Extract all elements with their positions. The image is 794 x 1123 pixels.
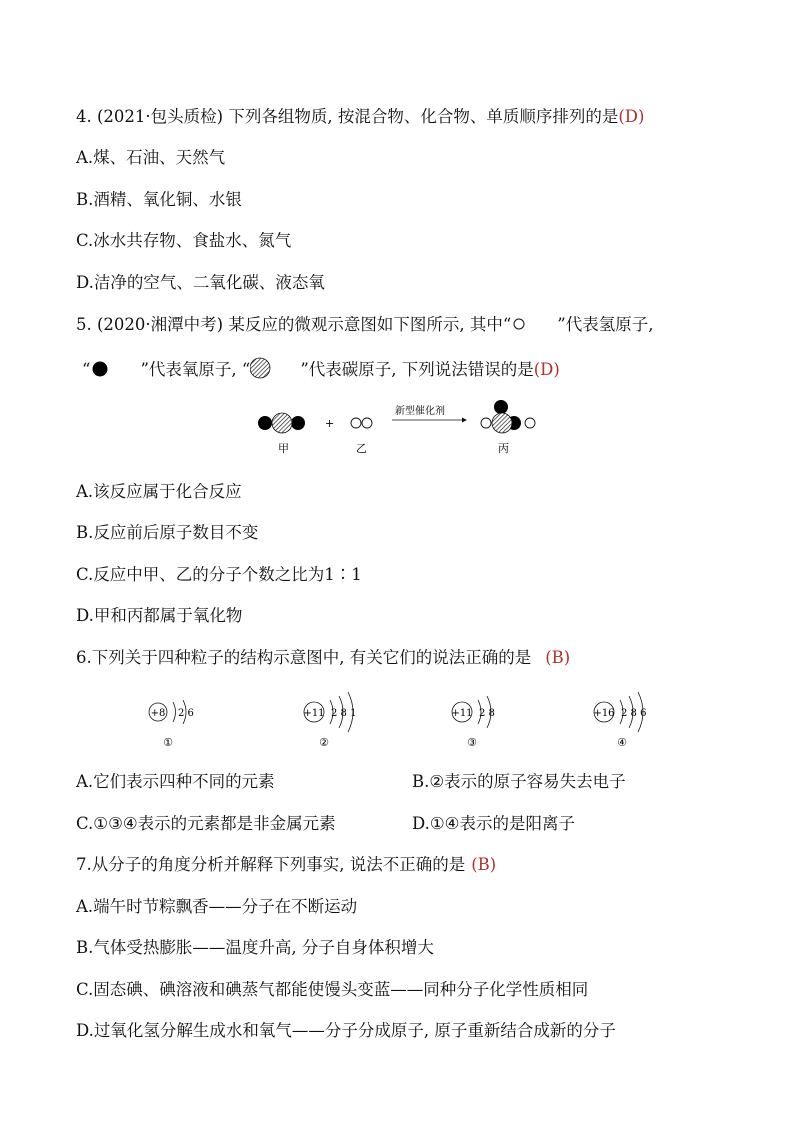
q7-option-b: B.气体受热膨胀——温度升高, 分子自身体积增大 [76,938,434,957]
label-jia: 甲 [278,442,289,455]
particle-4-nucleus: +16 [593,708,615,719]
q7-stem-text: 7.从分子的角度分析并解释下列事实, 说法不正确的是 [76,855,466,874]
q5-option-a: A.该反应属于化合反应 [76,482,242,501]
particle-2 [303,692,356,749]
particle-1-nucleus: +8 [150,708,166,719]
q6-option-a: A.它们表示四种不同的元素 [76,772,275,791]
particle-4-electrons: 2 8 6 [621,708,647,719]
particle-3 [451,696,494,749]
q4-stem [76,106,644,128]
particle-3-label: ③ [467,736,477,749]
label-bing: 丙 [498,442,509,455]
q5-stem-line2: “ ”代表氧原子, “ ”代表碳原子, 下列说法错误的是(D) [82,356,560,381]
molecule-bing [481,400,535,433]
particle-2-nucleus: +11 [303,708,325,719]
particle-4-label: ④ [617,736,627,749]
q7-answer: (B) [471,855,497,874]
q6-answer: (B) [545,648,571,667]
particle-diagrams [140,688,680,752]
q7-stem [76,854,496,876]
q5-option-c: C.反应中甲、乙的分子个数之比为1∶1 [76,565,362,584]
q5-stem-line1 [76,314,653,336]
q5-option-b: B.反应前后原子数目不变 [76,523,259,542]
q6-stem-text: 6.下列关于四种粒子的结构示意图中, 有关它们的说法正确的是 [76,648,532,667]
q4-option-a: A.煤、石油、天然气 [76,148,226,167]
q6-stem [76,647,570,669]
q7-option-a: A.端午时节粽飘香——分子在不断运动 [76,897,358,916]
plus-sign: + [325,417,335,430]
particle-4 [593,692,646,749]
hydrogen-atom-icon [511,316,557,332]
oxygen-atom-icon [90,360,140,378]
q4-option-c: C.冰水共存物、食盐水、氮气 [76,231,292,250]
q6-option-d: D.①④表示的是阳离子 [412,814,575,833]
q5-option-d: D.甲和丙都属于氧化物 [76,606,243,625]
q6-option-b: B.②表示的原子容易失去电子 [412,772,626,791]
q4-option-b: B.酒精、氧化铜、水银 [76,190,242,209]
q7-option-c: C.固态碘、碘溶液和碘蒸气都能使馒头变蓝——同种分子化学性质相同 [76,980,589,999]
particle-1-label: ① [163,736,173,749]
q4-stem-text: 4. (2021·包头质检) 下列各组物质, 按混合物、化合物、单质顺序排列的是 [76,107,619,126]
q5-stem-b: ”代表氢原子, [557,315,654,334]
particle-1-electrons: 2 6 [178,708,194,719]
q6-option-c: C.①③④表示的元素都是非金属元素 [76,814,336,833]
particle-3-nucleus: +11 [451,708,473,719]
q5-stem-a: 5. (2020·湘潭中考) 某反应的微观示意图如下图所示, 其中“ [76,315,512,334]
particle-1 [149,700,194,749]
q5-stem-d: ”代表碳原子, 下列说法错误的是 [300,360,534,379]
molecule-jia [258,413,305,433]
carbon-atom-icon [250,356,300,380]
q5-stem-c: ”代表氧原子, “ [140,360,251,379]
reaction-diagram [250,392,550,456]
q5-answer: (D) [533,360,560,379]
q7-option-d: D.过氧化氢分解生成水和氧气——分子分成原子, 原子重新结合成新的分子 [76,1021,616,1040]
particle-2-label: ② [319,736,329,749]
label-yi: 乙 [356,442,367,455]
catalyst-label: 新型催化剂 [395,406,445,417]
reaction-arrow [392,418,467,423]
particle-3-electrons: 2 8 [479,708,495,719]
q4-answer: (D) [618,107,645,126]
q6-options-row1 [76,771,275,793]
molecule-yi [351,418,372,428]
q4-option-d: D.洁净的空气、二氧化碳、液态氧 [76,273,325,292]
particle-2-electrons: 2 8 1 [331,708,357,719]
